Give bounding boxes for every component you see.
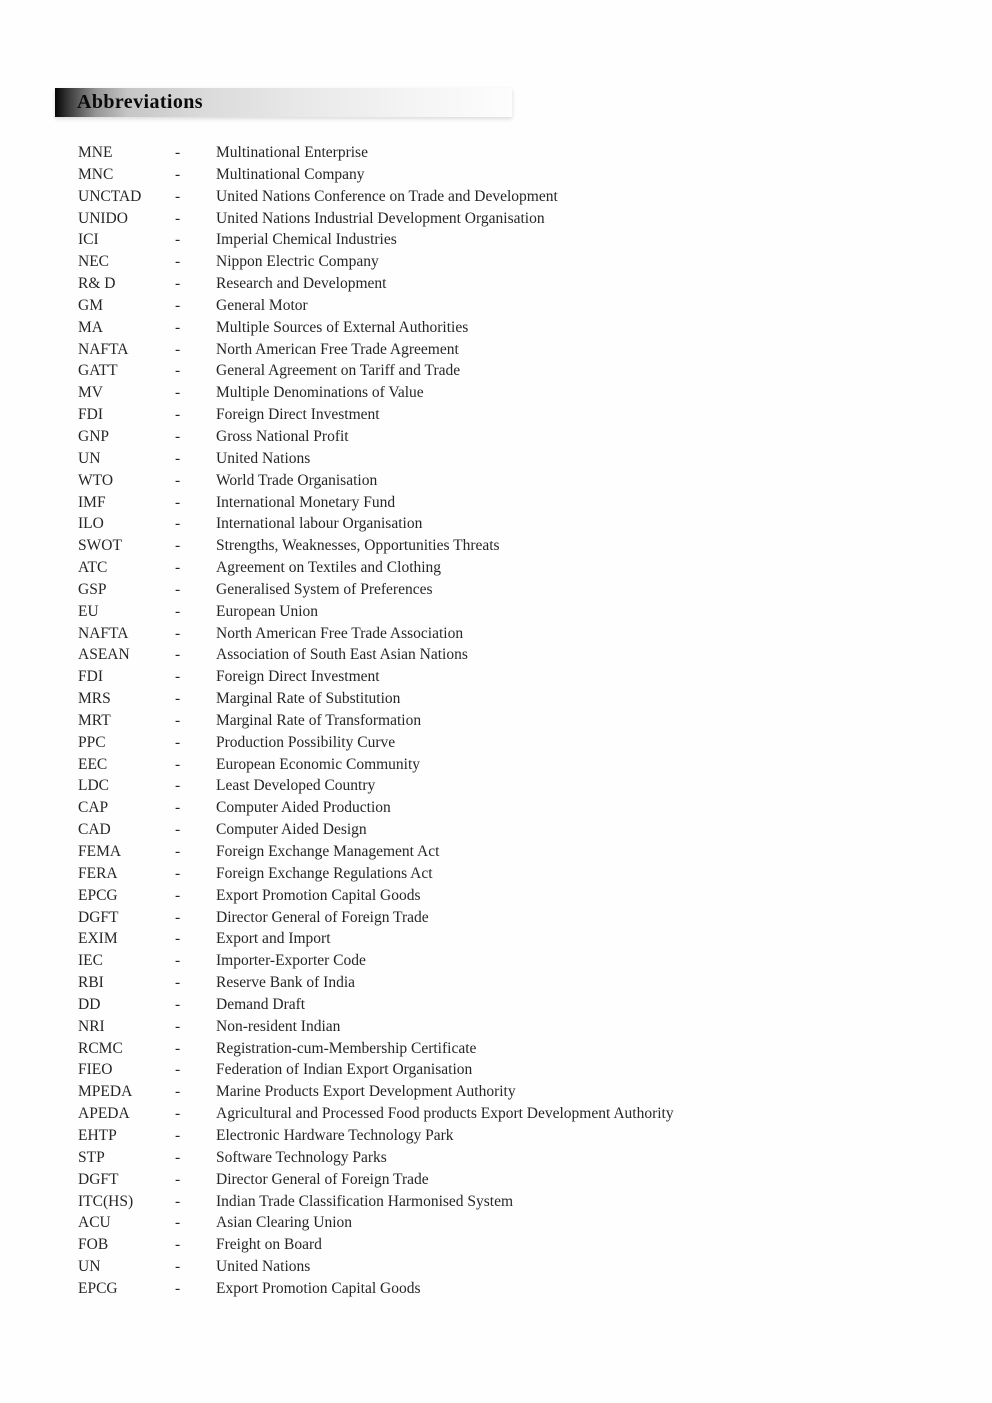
abbreviation-fullform: Software Technology Parks: [216, 1148, 387, 1166]
dash-separator: -: [175, 602, 181, 620]
abbreviation-fullform: Freight on Board: [216, 1236, 322, 1254]
abbreviation-fullform: Indian Trade Classification Harmonised System: [216, 1192, 514, 1210]
abbreviation-row: [78, 448, 958, 470]
abbreviation-fullform: Computer Aided Design: [216, 821, 367, 839]
dash-separator: -: [175, 1279, 181, 1297]
abbreviation-fullform: Director General of Foreign Trade: [216, 908, 429, 926]
abbreviation-row: [78, 841, 958, 863]
abbreviation-code: UNCTAD: [78, 187, 142, 205]
abbreviation-code: MPEDA: [78, 1083, 133, 1101]
abbreviation-row: [78, 295, 958, 317]
abbreviation-row: [78, 1169, 958, 1191]
dash-separator: -: [175, 711, 181, 729]
abbreviation-row: [78, 1038, 958, 1060]
dash-separator: -: [175, 580, 181, 598]
abbreviation-fullform: Foreign Direct Investment: [216, 668, 380, 686]
dash-separator: -: [175, 515, 181, 533]
abbreviation-code: ILO: [78, 515, 104, 533]
abbreviation-code: ATC: [78, 559, 108, 577]
abbreviation-row: [78, 404, 958, 426]
dash-separator: -: [175, 1214, 181, 1232]
abbreviation-fullform: Foreign Exchange Management Act: [216, 843, 440, 860]
abbreviation-code: NRI: [78, 1017, 105, 1035]
abbreviation-fullform: North American Free Trade Agreement: [216, 340, 459, 358]
abbreviation-row: [78, 775, 958, 797]
abbreviation-fullform: General Agreement on Tariff and Trade: [216, 362, 461, 380]
abbreviation-fullform: Multinational Enterprise: [216, 144, 368, 161]
abbreviation-code: NAFTA: [78, 340, 129, 358]
abbreviation-fullform: Marginal Rate of Substitution: [216, 690, 401, 708]
abbreviation-code: MNE: [78, 144, 113, 161]
abbreviation-fullform: Marginal Rate of Transformation: [216, 711, 422, 729]
dash-separator: -: [175, 952, 181, 970]
abbreviation-code: ASEAN: [78, 646, 130, 664]
section-title-bar: [55, 88, 512, 117]
dash-separator: -: [175, 624, 181, 642]
abbreviation-row: [78, 360, 958, 382]
abbreviation-code: ACU: [78, 1214, 111, 1232]
abbreviation-code: SWOT: [78, 537, 122, 555]
abbreviation-row: [78, 950, 958, 972]
dash-separator: -: [175, 799, 181, 817]
abbreviation-fullform: Federation of Indian Export Organisation: [216, 1061, 473, 1079]
abbreviation-code: MV: [78, 384, 103, 402]
abbreviation-row: [78, 797, 958, 819]
abbreviation-row: [78, 208, 958, 230]
abbreviation-row: [78, 164, 958, 186]
dash-separator: -: [175, 231, 181, 249]
dash-separator: -: [175, 253, 181, 271]
abbreviation-code: MA: [78, 318, 103, 336]
abbreviation-code: UNIDO: [78, 209, 128, 227]
dash-separator: -: [175, 690, 181, 708]
abbreviation-fullform: Export Promotion Capital Goods: [216, 1279, 421, 1297]
abbreviation-row: [78, 885, 958, 907]
abbreviation-fullform: Strengths, Weaknesses, Opportunities Threats: [216, 537, 500, 555]
abbreviation-list: [78, 142, 958, 1300]
abbreviation-code: ICI: [78, 231, 99, 249]
abbreviation-code: RCMC: [78, 1039, 123, 1057]
abbreviation-row: [78, 863, 958, 885]
abbreviation-fullform: United Nations: [216, 1258, 311, 1276]
dash-separator: -: [175, 275, 181, 293]
abbreviation-row: [78, 1103, 958, 1125]
abbreviation-row: [78, 1147, 958, 1169]
dash-separator: -: [175, 144, 181, 161]
abbreviation-fullform: Multiple Sources of External Authorities: [216, 318, 469, 336]
dash-separator: -: [175, 427, 181, 445]
dash-separator: -: [175, 755, 181, 773]
dash-separator: -: [175, 318, 181, 336]
abbreviation-fullform: Agreement on Textiles and Clothing: [216, 559, 442, 577]
abbreviation-code: EHTP: [78, 1126, 117, 1144]
abbreviation-code: EPCG: [78, 1279, 118, 1297]
abbreviation-fullform: Least Developed Country: [216, 777, 376, 795]
abbreviation-row: [78, 229, 958, 251]
abbreviation-fullform: Production Possibility Curve: [216, 733, 396, 751]
abbreviation-fullform: Gross National Profit: [216, 427, 349, 445]
dash-separator: -: [175, 406, 181, 424]
abbreviation-row: [78, 186, 958, 208]
dash-separator: -: [175, 843, 181, 860]
abbreviation-fullform: European Economic Community: [216, 755, 421, 773]
abbreviation-code: IMF: [78, 493, 106, 511]
abbreviation-code: R& D: [78, 275, 116, 293]
abbreviation-code: GATT: [78, 362, 118, 380]
abbreviation-fullform: Marine Products Export Development Authority: [216, 1083, 516, 1101]
abbreviation-fullform: Agricultural and Processed Food products Export Development Authority: [216, 1105, 674, 1123]
abbreviation-fullform: Demand Draft: [216, 995, 306, 1013]
dash-separator: -: [175, 1017, 181, 1035]
dash-separator: -: [175, 471, 181, 489]
abbreviation-row: [78, 142, 958, 164]
abbreviation-code: WTO: [78, 471, 114, 489]
abbreviation-row: [78, 1059, 958, 1081]
dash-separator: -: [175, 646, 181, 664]
dash-separator: -: [175, 1148, 181, 1166]
abbreviation-fullform: Multiple Denominations of Value: [216, 384, 424, 402]
abbreviation-row: [78, 1234, 958, 1256]
abbreviation-fullform: Director General of Foreign Trade: [216, 1170, 429, 1188]
abbreviation-code: GNP: [78, 427, 110, 445]
abbreviation-fullform: Importer-Exporter Code: [216, 952, 366, 970]
abbreviation-code: NAFTA: [78, 624, 129, 642]
abbreviation-fullform: Registration-cum-Membership Certificate: [216, 1039, 477, 1057]
abbreviation-row: [78, 1191, 958, 1213]
abbreviation-fullform: Foreign Exchange Regulations Act: [216, 864, 433, 882]
abbreviation-fullform: International Monetary Fund: [216, 493, 396, 511]
abbreviation-code: FIEO: [78, 1061, 113, 1079]
abbreviation-fullform: Nippon Electric Company: [216, 253, 379, 271]
abbreviation-row: [78, 251, 958, 273]
abbreviation-row: [78, 1081, 958, 1103]
abbreviation-fullform: Computer Aided Production: [216, 799, 391, 817]
dash-separator: -: [175, 384, 181, 402]
abbreviation-row: [78, 710, 958, 732]
abbreviation-code: EEC: [78, 755, 108, 773]
abbreviation-code: EPCG: [78, 886, 118, 904]
dash-separator: -: [175, 165, 181, 183]
abbreviation-code: DGFT: [78, 908, 119, 926]
dash-separator: -: [175, 908, 181, 926]
abbreviation-code: ITC(HS): [78, 1192, 134, 1210]
abbreviation-fullform: General Motor: [216, 296, 308, 314]
abbreviation-fullform: Foreign Direct Investment: [216, 406, 380, 424]
abbreviation-code: FERA: [78, 864, 118, 882]
dash-separator: -: [175, 1170, 181, 1188]
abbreviation-row: [78, 470, 958, 492]
abbreviation-row: [78, 1278, 958, 1300]
abbreviation-fullform: Association of South East Asian Nations: [216, 646, 468, 664]
abbreviation-fullform: United Nations Conference on Trade and Development: [216, 187, 558, 205]
abbreviation-row: [78, 426, 958, 448]
dash-separator: -: [175, 777, 181, 795]
abbreviation-fullform: Electronic Hardware Technology Park: [216, 1126, 454, 1144]
abbreviation-row: [78, 317, 958, 339]
abbreviation-code: CAP: [78, 799, 109, 817]
dash-separator: -: [175, 1258, 181, 1276]
abbreviation-code: DGFT: [78, 1170, 119, 1188]
abbreviation-code: STP: [78, 1148, 105, 1166]
abbreviation-row: [78, 754, 958, 776]
abbreviation-code: PPC: [78, 733, 106, 751]
abbreviation-row: [78, 1256, 958, 1278]
abbreviation-fullform: Export and Import: [216, 930, 331, 948]
abbreviation-code: EXIM: [78, 930, 118, 948]
abbreviation-code: GSP: [78, 580, 107, 598]
abbreviation-fullform: European Union: [216, 602, 319, 620]
abbreviation-code: EU: [78, 602, 99, 620]
dash-separator: -: [175, 1236, 181, 1254]
abbreviation-code: IEC: [78, 952, 103, 970]
dash-separator: -: [175, 1039, 181, 1057]
abbreviation-code: GM: [78, 296, 103, 314]
dash-separator: -: [175, 1192, 181, 1210]
abbreviation-row: [78, 492, 958, 514]
dash-separator: -: [175, 296, 181, 314]
abbreviation-code: FDI: [78, 668, 103, 686]
abbreviation-code: FDI: [78, 406, 103, 424]
abbreviation-row: [78, 513, 958, 535]
dash-separator: -: [175, 1105, 181, 1123]
abbreviation-code: APEDA: [78, 1105, 130, 1123]
abbreviation-code: UN: [78, 1258, 101, 1276]
abbreviation-code: MNC: [78, 165, 114, 183]
dash-separator: -: [175, 1083, 181, 1101]
abbreviation-row: [78, 1125, 958, 1147]
dash-separator: -: [175, 668, 181, 686]
abbreviation-fullform: World Trade Organisation: [216, 471, 378, 489]
abbreviation-row: [78, 339, 958, 361]
abbreviation-fullform: Multinational Company: [216, 165, 365, 183]
dash-separator: -: [175, 449, 181, 467]
abbreviation-fullform: Research and Development: [216, 275, 387, 293]
abbreviation-row: [78, 557, 958, 579]
abbreviation-fullform: United Nations Industrial Development Organisation: [216, 209, 545, 227]
dash-separator: -: [175, 974, 181, 992]
abbreviation-row: [78, 1212, 958, 1234]
dash-separator: -: [175, 187, 181, 205]
abbreviation-code: RBI: [78, 974, 104, 992]
dash-separator: -: [175, 537, 181, 555]
abbreviation-fullform: United Nations: [216, 449, 311, 467]
page-title: Abbreviations: [77, 91, 203, 113]
abbreviation-row: [78, 601, 958, 623]
abbreviation-code: FEMA: [78, 843, 122, 860]
abbreviation-row: [78, 907, 958, 929]
abbreviation-row: [78, 666, 958, 688]
dash-separator: -: [175, 930, 181, 948]
abbreviation-fullform: North American Free Trade Association: [216, 624, 464, 642]
abbreviation-code: MRS: [78, 690, 111, 708]
abbreviation-fullform: Imperial Chemical Industries: [216, 231, 397, 249]
dash-separator: -: [175, 1126, 181, 1144]
abbreviation-fullform: Export Promotion Capital Goods: [216, 886, 421, 904]
abbreviation-fullform: Reserve Bank of India: [216, 974, 356, 992]
abbreviation-row: [78, 535, 958, 557]
dash-separator: -: [175, 209, 181, 227]
abbreviation-row: [78, 273, 958, 295]
abbreviation-code: NEC: [78, 253, 109, 271]
abbreviation-code: LDC: [78, 777, 109, 795]
abbreviation-fullform: International labour Organisation: [216, 515, 423, 533]
abbreviation-row: [78, 819, 958, 841]
abbreviation-code: CAD: [78, 821, 111, 839]
abbreviation-row: [78, 1016, 958, 1038]
dash-separator: -: [175, 821, 181, 839]
abbreviation-code: UN: [78, 449, 101, 467]
dash-separator: -: [175, 340, 181, 358]
dash-separator: -: [175, 559, 181, 577]
dash-separator: -: [175, 864, 181, 882]
abbreviation-row: [78, 623, 958, 645]
abbreviation-row: [78, 644, 958, 666]
dash-separator: -: [175, 886, 181, 904]
dash-separator: -: [175, 1061, 181, 1079]
abbreviation-row: [78, 382, 958, 404]
abbreviation-row: [78, 928, 958, 950]
abbreviation-row: [78, 732, 958, 754]
abbreviation-fullform: Non-resident Indian: [216, 1017, 341, 1035]
abbreviation-row: [78, 579, 958, 601]
dash-separator: -: [175, 362, 181, 380]
abbreviation-fullform: Generalised System of Preferences: [216, 580, 433, 598]
dash-separator: -: [175, 733, 181, 751]
abbreviation-fullform: Asian Clearing Union: [216, 1214, 353, 1232]
abbreviation-code: DD: [78, 995, 101, 1013]
dash-separator: -: [175, 995, 181, 1013]
abbreviation-code: MRT: [78, 711, 111, 729]
abbreviation-row: [78, 972, 958, 994]
abbreviation-row: [78, 688, 958, 710]
abbreviation-row: [78, 994, 958, 1016]
abbreviation-code: FOB: [78, 1236, 109, 1254]
dash-separator: -: [175, 493, 181, 511]
